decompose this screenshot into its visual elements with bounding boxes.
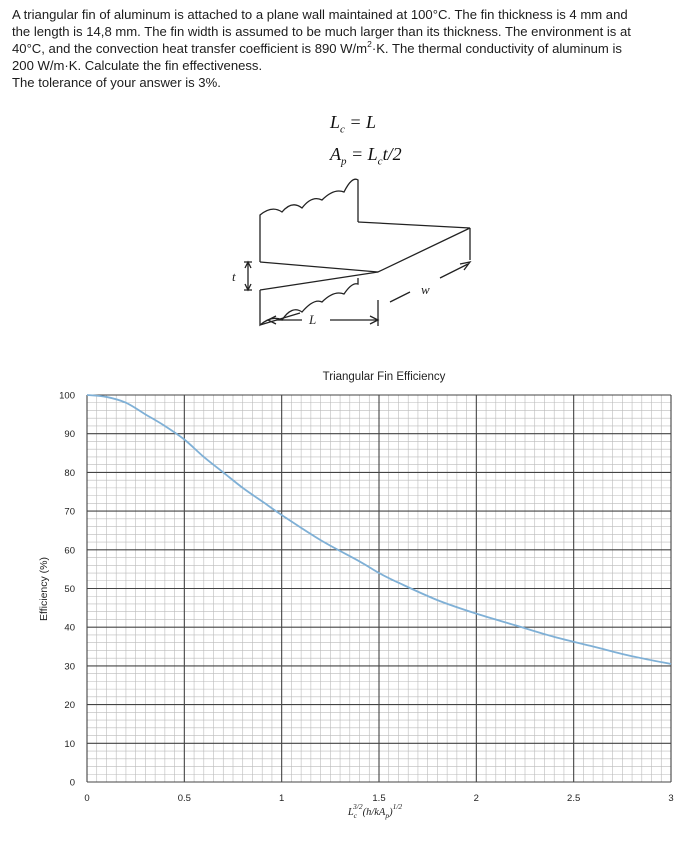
x-tick-label: 0.5 <box>177 793 191 804</box>
y-tick-label: 90 <box>64 429 75 441</box>
y-tick-label: 30 <box>64 661 75 673</box>
x-tick-label: 1.5 <box>372 793 386 804</box>
fin-lower-edge <box>260 272 378 290</box>
x-axis-label: $L_c3/2(h/kA_p)^{1/2}$ <box>347 802 403 820</box>
x-tick-labels <box>84 793 673 804</box>
formula-lc: $L_c = L$ <box>330 112 377 136</box>
problem-line-1: A triangular fin of aluminum is attached to a plane wall maintained at 100°C. The fin thickness is 4 mm and <box>12 7 628 22</box>
triangular-fin-diagram <box>0 0 697 340</box>
x-tick-label: 0 <box>84 793 90 804</box>
x-tick-label: 1 <box>279 793 285 804</box>
y-tick-label: 40 <box>64 622 75 634</box>
x-tick-label: 2.5 <box>567 793 581 804</box>
y-tick-label: 0 <box>69 777 75 789</box>
x-tick-label: 3 <box>668 793 674 804</box>
problem-line-4: 200 W/m·K. Calculate the fin effectiveness. <box>12 58 263 73</box>
y-tick-labels <box>59 391 75 789</box>
y-tick-label: 20 <box>64 700 75 712</box>
y-tick-label: 60 <box>64 545 75 557</box>
label-w: w <box>421 282 430 297</box>
problem-line-3: 40°C, and the convection heat transfer coefficient is 890 $W/m^2\cdot K$. The thermal conductivity of aluminum is <box>12 39 622 56</box>
y-tick-label: 50 <box>64 584 75 595</box>
formula-ap: $A_p = L_ct/2$ <box>330 143 402 168</box>
problem-line-2: the length is 14,8 mm. The fin width is assumed to be much larger than its thickness. The environment is at <box>12 24 631 39</box>
upper-wall-outline <box>260 179 358 262</box>
label-L: L <box>309 312 317 327</box>
fin-top-surface <box>260 222 470 272</box>
chart-title: Triangular Fin Efficiency <box>322 371 446 383</box>
y-tick-label: 70 <box>64 506 75 518</box>
y-tick-label: 10 <box>64 738 75 750</box>
efficiency-chart <box>0 340 697 843</box>
y-tick-label: 80 <box>64 467 75 479</box>
x-tick-label: 2 <box>473 793 479 804</box>
tolerance-text: The tolerance of your answer is 3%. <box>12 75 221 90</box>
label-t: t <box>232 269 236 284</box>
y-tick-label: 100 <box>59 390 75 402</box>
y-axis-label: Efficiency (%) <box>38 557 50 621</box>
